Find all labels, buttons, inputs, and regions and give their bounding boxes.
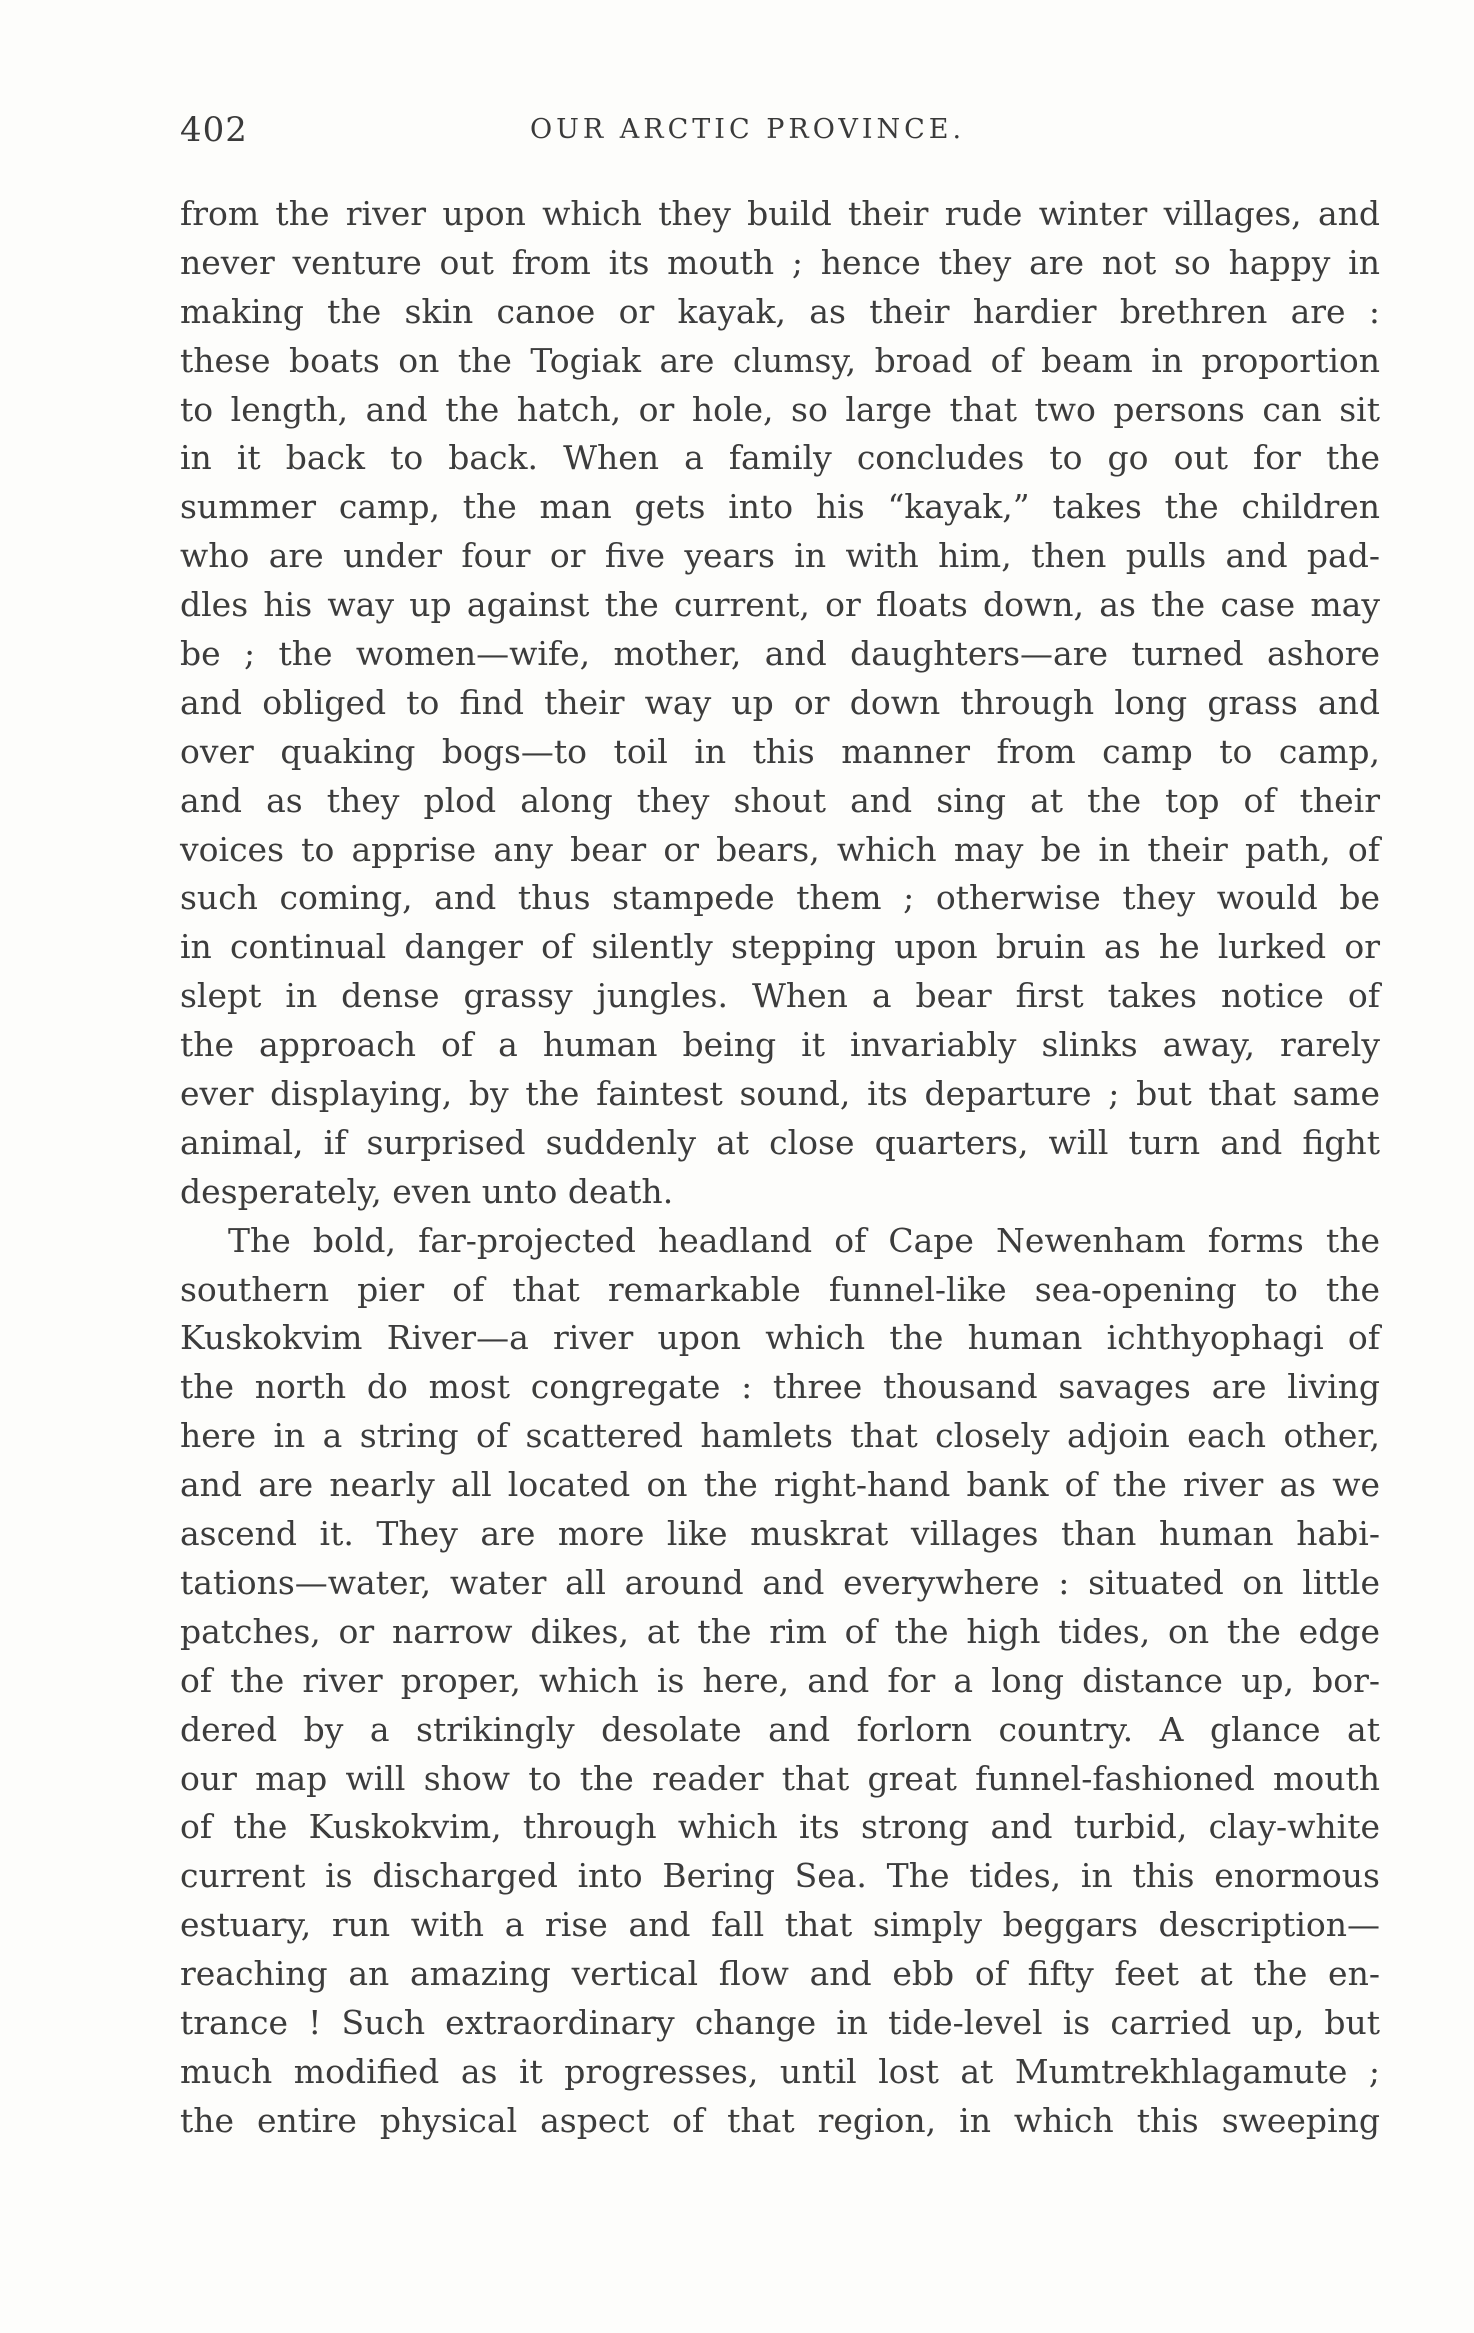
text-line: trance ! Such extraordinary change in tide-level is carried up, but (180, 2002, 1380, 2042)
text-line: patches, or narrow dikes, at the rim of the high tides, on the edge (180, 1611, 1380, 1651)
text-line: southern pier of that remarkable funnel-like sea-opening to the (180, 1269, 1380, 1309)
paragraph-2 (180, 1217, 1380, 2146)
body-text (180, 190, 1380, 2146)
text-line: in continual danger of silently stepping upon bruin as he lurked or (180, 927, 1380, 967)
text-line: the north do most congregate : three thousand savages are living (180, 1367, 1380, 1407)
text-line: to length, and the hatch, or hole, so large that two persons can sit (180, 389, 1380, 429)
text-line: tations—water, water all around and everywhere : situated on little (180, 1562, 1380, 1602)
text-line: summer camp, the man gets into his “kayak,” takes the children (180, 487, 1380, 527)
text-line: desperately, even unto death. (180, 1171, 674, 1211)
text-line: such coming, and thus stampede them ; otherwise they would be (180, 878, 1380, 918)
text-line: much modified as it progresses, until lost at Mumtrekhlagamute ; (180, 2051, 1380, 2091)
text-line: and obliged to find their way up or down through long grass and (180, 682, 1380, 722)
text-line: and as they plod along they shout and sing at the top of their (180, 780, 1380, 820)
text-line: slept in dense grassy jungles. When a bear first takes notice of (180, 976, 1380, 1016)
text-line: ascend it. They are more like muskrat villages than human habi- (180, 1514, 1380, 1554)
text-line: and are nearly all located on the right-hand bank of the river as we (180, 1465, 1380, 1505)
text-line: of the Kuskokvim, through which its strong and turbid, clay-white (180, 1807, 1380, 1847)
text-line: our map will show to the reader that great funnel-fashioned mouth (180, 1758, 1380, 1798)
text-line: ever displaying, by the faintest sound, its departure ; but that same (180, 1074, 1380, 1114)
text-line: animal, if surprised suddenly at close quarters, will turn and fight (180, 1122, 1380, 1162)
text-line: dles his way up against the current, or floats down, as the case may (180, 585, 1380, 625)
text-line: dered by a strikingly desolate and forlorn country. A glance at (180, 1709, 1380, 1749)
text-line: the approach of a human being it invariably slinks away, rarely (180, 1025, 1380, 1065)
text-line: from the river upon which they build their rude winter villages, and (180, 194, 1380, 233)
page-header (180, 110, 1380, 160)
text-line: over quaking bogs—to toil in this manner from camp to camp, (180, 731, 1380, 771)
text-line: the entire physical aspect of that region, in which this sweeping (180, 2100, 1380, 2140)
text-line: of the river proper, which is here, and for a long distance up, bor- (180, 1660, 1380, 1700)
text-line: reaching an amazing vertical flow and ebb of fifty feet at the en- (180, 1954, 1380, 1994)
text-line: here in a string of scattered hamlets that closely adjoin each other, (180, 1416, 1380, 1456)
text-line: The bold, far-projected headland of Cape Newenham forms the (228, 1220, 1380, 1260)
text-line: voices to apprise any bear or bears, which may be in their path, of (180, 829, 1380, 869)
text-line: be ; the women—wife, mother, and daughters—are turned ashore (180, 634, 1380, 674)
paragraph-1 (180, 190, 1380, 1217)
text-line: making the skin canoe or kayak, as their hardier brethren are : (180, 291, 1380, 331)
text-line: current is discharged into Bering Sea. The tides, in this enormous (180, 1856, 1380, 1896)
text-line: never venture out from its mouth ; hence they are not so happy in (180, 242, 1380, 282)
page-number: 402 (180, 110, 248, 150)
running-head: OUR ARCTIC PROVINCE. (530, 114, 966, 145)
text-line: Kuskokvim River—a river upon which the human ichthyophagi of (180, 1318, 1380, 1358)
text-line: in it back to back. When a family concludes to go out for the (180, 438, 1380, 478)
text-line: who are under four or five years in with him, then pulls and pad- (180, 536, 1380, 576)
text-line: these boats on the Togiak are clumsy, broad of beam in proportion (180, 340, 1380, 380)
text-line: estuary, run with a rise and fall that simply beggars description— (180, 1905, 1380, 1945)
